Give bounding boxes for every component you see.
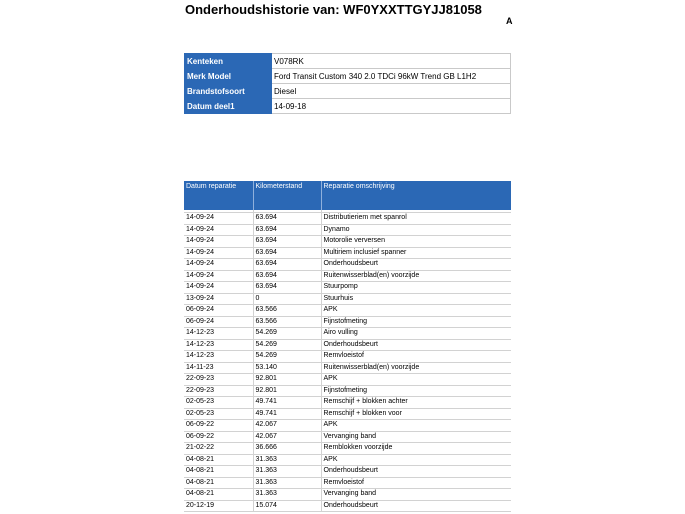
- cell-description: Motorolie verversen: [321, 236, 511, 248]
- cell-mileage: 92.801: [253, 374, 321, 386]
- cell-date: 14-09-24: [184, 282, 253, 294]
- info-value: Ford Transit Custom 340 2.0 TDCi 96kW Trend GB L1H2: [272, 69, 511, 84]
- table-row: [184, 397, 511, 409]
- cell-mileage: 54.269: [253, 339, 321, 351]
- cell-date: 14-12-23: [184, 328, 253, 340]
- cell-date: 14-09-24: [184, 236, 253, 248]
- column-header-mileage: Kilometerstand: [253, 181, 321, 210]
- cell-description: Stuurpomp: [321, 282, 511, 294]
- cell-mileage: 63.694: [253, 213, 321, 225]
- cell-mileage: 54.269: [253, 351, 321, 363]
- cell-mileage: 63.694: [253, 236, 321, 248]
- cell-mileage: 63.694: [253, 259, 321, 271]
- cell-mileage: 31.363: [253, 477, 321, 489]
- column-header-date: Datum reparatie: [184, 181, 253, 210]
- cell-mileage: 42.067: [253, 420, 321, 432]
- cell-date: 14-09-24: [184, 247, 253, 259]
- table-row: [184, 316, 511, 328]
- maintenance-history-table: [184, 181, 511, 512]
- vehicle-info-row: [185, 54, 511, 69]
- cell-mileage: 31.363: [253, 489, 321, 501]
- cell-description: Remvloeistof: [321, 351, 511, 363]
- table-row: [184, 477, 511, 489]
- cell-description: APK: [321, 420, 511, 432]
- table-row: [184, 282, 511, 294]
- cell-mileage: 63.694: [253, 270, 321, 282]
- table-row: [184, 328, 511, 340]
- cell-description: Dynamo: [321, 224, 511, 236]
- info-label: Merk Model: [185, 69, 272, 84]
- cell-description: Fijnstofmeting: [321, 316, 511, 328]
- cell-mileage: 63.694: [253, 224, 321, 236]
- cell-date: 22-09-23: [184, 385, 253, 397]
- vehicle-info-table: [184, 53, 511, 114]
- cell-date: 13-09-24: [184, 293, 253, 305]
- cell-date: 06-09-22: [184, 431, 253, 443]
- history-header-row: [184, 181, 511, 210]
- cell-description: Onderhoudsbeurt: [321, 259, 511, 271]
- cell-description: Ruitenwisserblad(en) voorzijde: [321, 362, 511, 374]
- cell-description: APK: [321, 454, 511, 466]
- table-row: [184, 385, 511, 397]
- table-row: [184, 293, 511, 305]
- cell-date: 02-05-23: [184, 397, 253, 409]
- cell-date: 04-08-21: [184, 466, 253, 478]
- vehicle-info-row: [185, 99, 511, 114]
- table-row: [184, 224, 511, 236]
- column-header-description: Reparatie omschrijving: [321, 181, 511, 210]
- table-row: [184, 259, 511, 271]
- vehicle-info-row: [185, 69, 511, 84]
- cell-description: APK: [321, 374, 511, 386]
- table-row: [184, 351, 511, 363]
- cell-description: Stuurhuis: [321, 293, 511, 305]
- table-row: [184, 431, 511, 443]
- cell-date: 04-08-21: [184, 454, 253, 466]
- cell-mileage: 63.566: [253, 305, 321, 317]
- cell-date: 06-09-24: [184, 316, 253, 328]
- table-row: [184, 305, 511, 317]
- cell-mileage: 63.694: [253, 247, 321, 259]
- table-row: [184, 443, 511, 455]
- cell-date: 20-12-19: [184, 500, 253, 512]
- table-row: [184, 247, 511, 259]
- cell-mileage: 42.067: [253, 431, 321, 443]
- cell-date: 22-09-23: [184, 374, 253, 386]
- info-label: Brandstofsoort: [185, 84, 272, 99]
- cell-date: 04-08-21: [184, 489, 253, 501]
- table-row: [184, 374, 511, 386]
- cell-date: 14-11-23: [184, 362, 253, 374]
- cell-date: 14-09-24: [184, 270, 253, 282]
- cell-description: Ruitenwisserblad(en) voorzijde: [321, 270, 511, 282]
- table-row: [184, 236, 511, 248]
- table-row: [184, 420, 511, 432]
- corner-mark: A: [506, 16, 513, 26]
- cell-date: 06-09-24: [184, 305, 253, 317]
- cell-date: 06-09-22: [184, 420, 253, 432]
- info-label: Datum deel1: [185, 99, 272, 114]
- cell-description: Remvloeistof: [321, 477, 511, 489]
- cell-description: Onderhoudsbeurt: [321, 339, 511, 351]
- cell-mileage: 92.801: [253, 385, 321, 397]
- cell-date: 14-12-23: [184, 339, 253, 351]
- cell-mileage: 53.140: [253, 362, 321, 374]
- cell-description: Distributieriem met spanrol: [321, 213, 511, 225]
- cell-description: Onderhoudsbeurt: [321, 466, 511, 478]
- table-row: [184, 270, 511, 282]
- cell-date: 21-02-22: [184, 443, 253, 455]
- cell-description: Onderhoudsbeurt: [321, 500, 511, 512]
- cell-description: Remschijf + blokken voor: [321, 408, 511, 420]
- cell-description: Remblokken voorzijde: [321, 443, 511, 455]
- cell-description: Airo vulling: [321, 328, 511, 340]
- table-row: [184, 362, 511, 374]
- info-value: Diesel: [272, 84, 511, 99]
- cell-description: Vervanging band: [321, 489, 511, 501]
- cell-description: APK: [321, 305, 511, 317]
- info-value: V078RK: [272, 54, 511, 69]
- cell-mileage: 15.074: [253, 500, 321, 512]
- vehicle-info-row: [185, 84, 511, 99]
- cell-date: 14-09-24: [184, 259, 253, 271]
- info-label: Kenteken: [185, 54, 272, 69]
- table-row: [184, 213, 511, 225]
- table-row: [184, 408, 511, 420]
- info-value: 14-09-18: [272, 99, 511, 114]
- table-row: [184, 466, 511, 478]
- cell-date: 02-05-23: [184, 408, 253, 420]
- cell-mileage: 49.741: [253, 397, 321, 409]
- cell-mileage: 36.666: [253, 443, 321, 455]
- table-row: [184, 489, 511, 501]
- page-title: Onderhoudshistorie van: WF0YXXTTGYJJ81058: [185, 2, 482, 17]
- cell-mileage: 31.363: [253, 466, 321, 478]
- cell-description: Multiriem inclusief spanner: [321, 247, 511, 259]
- cell-mileage: 49.741: [253, 408, 321, 420]
- cell-description: Remschijf + blokken achter: [321, 397, 511, 409]
- cell-description: Vervanging band: [321, 431, 511, 443]
- cell-description: Fijnstofmeting: [321, 385, 511, 397]
- cell-mileage: 63.694: [253, 282, 321, 294]
- table-row: [184, 500, 511, 512]
- cell-mileage: 54.269: [253, 328, 321, 340]
- cell-mileage: 0: [253, 293, 321, 305]
- cell-mileage: 63.566: [253, 316, 321, 328]
- cell-date: 14-12-23: [184, 351, 253, 363]
- table-row: [184, 339, 511, 351]
- cell-date: 04-08-21: [184, 477, 253, 489]
- history-body: [184, 210, 511, 512]
- cell-mileage: 31.363: [253, 454, 321, 466]
- table-row: [184, 454, 511, 466]
- cell-date: 14-09-24: [184, 213, 253, 225]
- cell-date: 14-09-24: [184, 224, 253, 236]
